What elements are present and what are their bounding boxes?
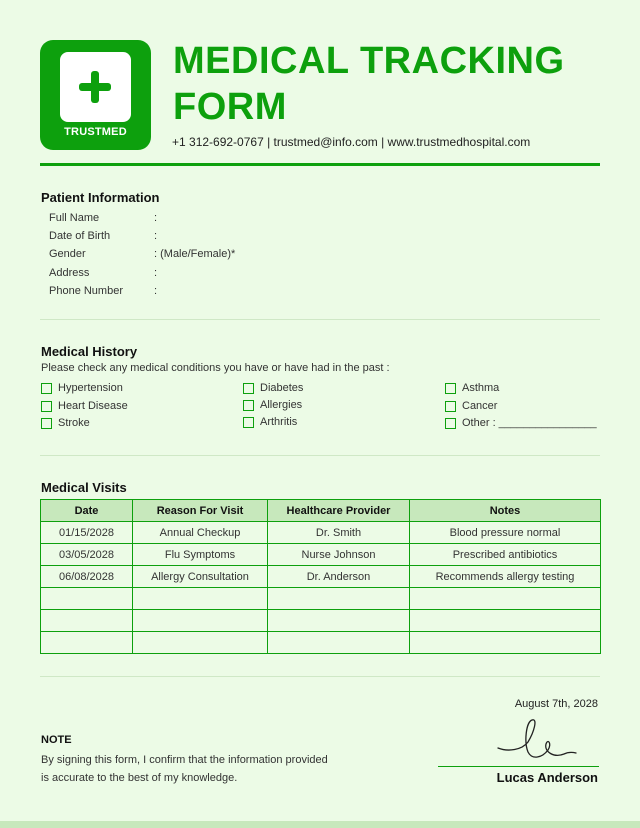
table-cell[interactable] [268,632,410,654]
checkbox-asthma[interactable] [445,382,499,394]
table-cell[interactable]: 06/08/2028 [41,566,133,588]
field-value-dob[interactable]: : [154,230,158,242]
field-value-full-name[interactable]: : [154,212,158,224]
table-cell[interactable] [268,610,410,632]
header-divider [40,163,600,166]
checkbox-label: Allergies [260,399,303,411]
table-row [41,544,601,566]
table-cell[interactable] [410,588,601,610]
checkbox-label: Hypertension [58,382,123,394]
checkbox-icon[interactable] [41,401,52,412]
signer-name: Lucas Anderson [496,770,598,785]
field-label-full-name: Full Name [49,212,100,224]
field-label-dob: Date of Birth [49,230,111,242]
checkbox-icon[interactable] [243,417,254,428]
checkbox-icon[interactable] [243,383,254,394]
column-header: Healthcare Provider [268,500,410,522]
column-header: Reason For Visit [133,500,268,522]
table-cell[interactable] [41,632,133,654]
note-title: NOTE [41,734,72,746]
field-value-address[interactable]: : [154,267,158,279]
table-cell[interactable]: Flu Symptoms [133,544,268,566]
column-header: Notes [410,500,601,522]
checkbox-label: Stroke [58,417,90,429]
history-intro: Please check any medical conditions you have or have had in the past : [41,362,390,374]
title-line-1: MEDICAL TRACKING [173,40,565,82]
table-cell[interactable] [41,588,133,610]
signature-line [438,766,599,767]
checkbox-cancer[interactable] [445,400,497,412]
table-cell[interactable]: Blood pressure normal [410,522,601,544]
checkbox-label: Other : ________________ [462,417,597,429]
logo-text: TRUSTMED [64,126,127,138]
field-label-phone: Phone Number [49,285,123,297]
visits-section-title: Medical Visits [41,480,127,495]
patient-section-title: Patient Information [41,190,160,205]
signature-date: August 7th, 2028 [514,698,598,710]
checkbox-label: Asthma [462,382,500,394]
visits-table [40,499,601,654]
checkbox-icon[interactable] [445,401,456,412]
field-label-gender: Gender [49,248,86,260]
note-text: By signing this form, I confirm that the information provided is accurate to the best of my knowledge. [41,754,328,784]
checkbox-hypertension[interactable] [41,382,123,394]
section-divider [40,455,600,456]
table-cell[interactable]: Recommends allergy testing [410,566,601,588]
page-title [173,38,613,130]
table-cell[interactable] [410,632,601,654]
table-cell[interactable]: Prescribed antibiotics [410,544,601,566]
table-cell[interactable] [41,610,133,632]
table-row [41,588,601,610]
table-cell[interactable]: Dr. Anderson [268,566,410,588]
checkbox-label: Cancer [462,400,498,412]
checkbox-icon[interactable] [445,383,456,394]
table-cell[interactable]: Dr. Smith [268,522,410,544]
field-label-address: Address [49,267,90,279]
checkbox-heart-disease[interactable] [41,400,128,412]
table-row [41,522,601,544]
signature-scribble [494,712,584,766]
checkbox-label: Diabetes [260,382,304,394]
checkbox-label: Arthritis [260,416,298,428]
table-cell[interactable] [133,588,268,610]
table-row [41,566,601,588]
checkbox-icon[interactable] [41,383,52,394]
column-header: Date [41,500,133,522]
table-row [41,632,601,654]
contact-info: +1 312-692-0767 | trustmed@info.com | www.trustmedhospital.com [172,135,531,149]
checkbox-icon[interactable] [243,400,254,411]
bottom-band [0,821,640,828]
checkbox-label: Heart Disease [58,400,128,412]
table-cell[interactable]: 01/15/2028 [41,522,133,544]
field-value-gender[interactable]: : (Male/Female)* [154,248,236,260]
table-cell[interactable]: Nurse Johnson [268,544,410,566]
section-divider [40,319,600,320]
table-cell[interactable]: Annual Checkup [133,522,268,544]
checkbox-arthritis[interactable] [243,416,297,428]
logo [40,40,151,150]
checkbox-allergies[interactable] [243,399,302,411]
table-cell[interactable] [133,632,268,654]
plus-icon [60,52,131,122]
history-section-title: Medical History [41,344,138,359]
title-line-2: FORM [173,86,287,128]
section-divider [40,676,600,677]
checkbox-diabetes[interactable] [243,382,303,394]
table-cell[interactable]: Allergy Consultation [133,566,268,588]
field-value-phone[interactable]: : [154,285,158,297]
checkbox-icon[interactable] [41,418,52,429]
checkbox-stroke[interactable] [41,417,90,429]
checkbox-icon[interactable] [445,418,456,429]
table-cell[interactable]: 03/05/2028 [41,544,133,566]
checkbox-other[interactable] [445,417,597,429]
table-header-row [41,500,601,522]
table-cell[interactable] [133,610,268,632]
table-cell[interactable] [410,610,601,632]
table-row [41,610,601,632]
table-cell[interactable] [268,588,410,610]
